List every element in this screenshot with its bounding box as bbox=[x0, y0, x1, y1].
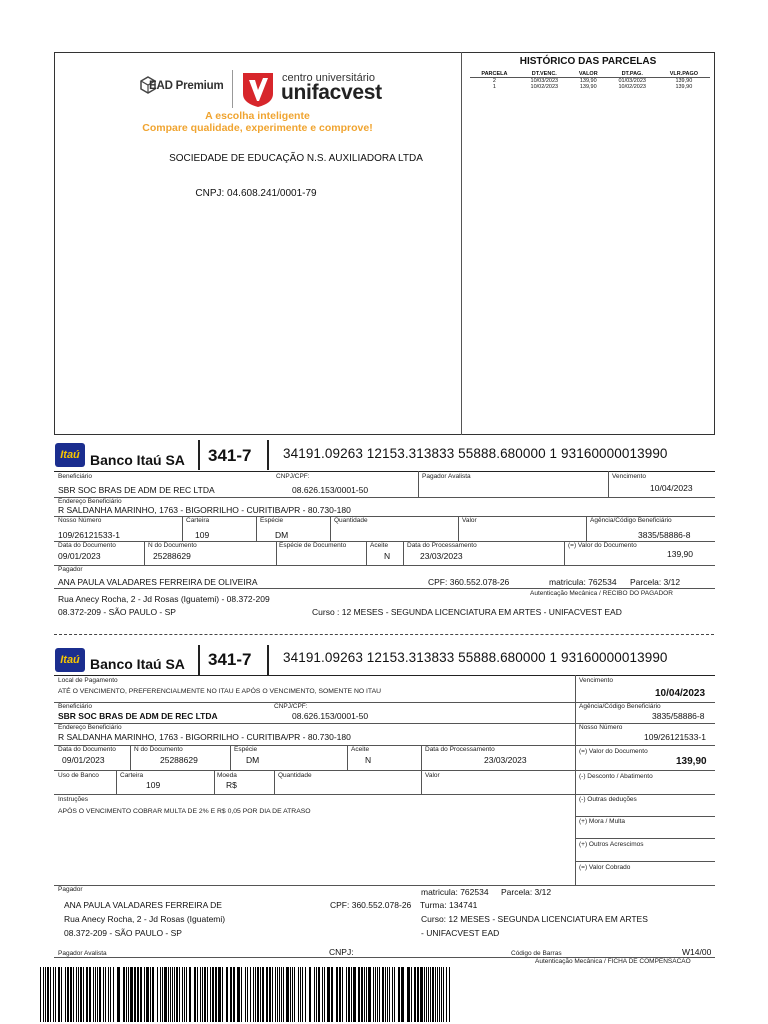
cell-divider bbox=[586, 516, 587, 541]
right-row-line bbox=[575, 816, 715, 817]
label-valor-2: Valor bbox=[425, 772, 440, 779]
beneficiario-value: SBR SOC BRAS DE ADM DE REC LTDA bbox=[58, 485, 215, 495]
vencimento-value-2: 10/04/2023 bbox=[655, 688, 706, 699]
data-processamento-value: 23/03/2023 bbox=[420, 551, 463, 561]
cell-divider bbox=[418, 471, 419, 497]
n-documento-value-2: 25288629 bbox=[160, 755, 198, 765]
pagador-address-1: Rua Anecy Rocha, 2 - Jd Rosas (Iguatemi) bbox=[64, 914, 226, 924]
label-outros-acrescimos: (+) Outros Acrescimos bbox=[579, 841, 644, 848]
cell-divider bbox=[130, 745, 131, 770]
label-valor-documento-2: (=) Valor do Documento bbox=[579, 748, 648, 755]
cnpjcpf-value: 08.626.153/0001-50 bbox=[292, 485, 369, 495]
receipt-address-2: 08.372-209 - SÃO PAULO - SP bbox=[58, 607, 176, 617]
row-line bbox=[54, 588, 715, 589]
label-valor-cobrado: (=) Valor Cobrado bbox=[579, 864, 631, 871]
history-cell: 10/02/2023 bbox=[530, 84, 559, 90]
cell-divider bbox=[421, 770, 422, 794]
pagador-value-2: ANA PAULA VALADARES FERREIRA DE bbox=[64, 900, 222, 910]
vencimento-value: 10/04/2023 bbox=[650, 483, 693, 493]
label-cnpj-avalista: CNPJ: bbox=[329, 947, 354, 957]
history-cell: 1 bbox=[492, 84, 496, 90]
receipt-top-line bbox=[54, 471, 715, 472]
data-processamento-value-2: 23/03/2023 bbox=[484, 755, 527, 765]
label-pagador-2: Pagador bbox=[58, 886, 83, 893]
history-col-parcela: PARCELA bbox=[481, 71, 508, 77]
bank-sep-4 bbox=[267, 645, 269, 675]
history-col-dtpag: DT.PAG. bbox=[621, 71, 643, 77]
row-line bbox=[54, 497, 715, 498]
cell-divider bbox=[403, 541, 404, 565]
history-table bbox=[470, 71, 710, 90]
centro-universitario-text: centro universitário bbox=[282, 72, 375, 84]
cell-divider bbox=[608, 471, 609, 497]
label-carteira: Carteira bbox=[186, 517, 210, 524]
slogan-line-1: A escolha inteligente bbox=[205, 110, 310, 122]
bank-code: 341-7 bbox=[208, 446, 252, 465]
label-uso-banco: Uso de Banco bbox=[58, 772, 99, 779]
label-beneficiario-2: Beneficiário bbox=[58, 703, 92, 710]
history-cell: 139,90 bbox=[675, 84, 693, 90]
pagador-parcela-2: Parcela: 3/12 bbox=[501, 887, 552, 897]
endereco-value-2: R SALDANHA MARINHO, 1763 - BIGORRILHO - CURITIBA/PR - 80.730-180 bbox=[58, 732, 351, 742]
cell-divider bbox=[366, 541, 367, 565]
label-endereco-2: Endereço Beneficiário bbox=[58, 724, 122, 731]
label-outras-deducoes: (-) Outras deduções bbox=[579, 796, 637, 803]
company-name: SOCIEDADE DE EDUCAÇÃO N.S. AUXILIADORA LTDA bbox=[169, 153, 423, 164]
slip-version: W14/00 bbox=[682, 947, 712, 957]
label-codigo-barras: Código de Barras bbox=[511, 950, 562, 957]
unifacvest-logo bbox=[240, 68, 390, 110]
label-nosso-numero-2: Nosso Número bbox=[579, 724, 623, 731]
row-line bbox=[54, 885, 715, 886]
bank-name-2: Banco Itaú SA bbox=[90, 656, 185, 672]
right-row-line bbox=[575, 838, 715, 839]
history-cell: 139,90 bbox=[579, 78, 597, 84]
history-cell: 01/03/2023 bbox=[618, 78, 646, 84]
receipt-curso: Curso : 12 MESES - SEGUNDA LICENCIATURA EM ARTES - UNIFACVEST EAD bbox=[312, 607, 622, 617]
label-n-documento: N do Documento bbox=[148, 542, 197, 549]
unifacvest-text: unifacvest bbox=[281, 81, 382, 104]
history-col-dtvenc: DT.VENC. bbox=[531, 71, 557, 77]
history-title: HISTÓRICO DAS PARCELAS bbox=[519, 56, 657, 67]
history-cell: 139,90 bbox=[675, 78, 693, 84]
label-aceite: Aceite bbox=[370, 542, 389, 549]
carteira-value-2: 109 bbox=[146, 780, 161, 790]
label-endereco: Endereço Beneficiário bbox=[58, 498, 122, 505]
aceite-value: N bbox=[384, 551, 391, 561]
pagador-matricula-2: matricula: 762534 bbox=[421, 887, 489, 897]
cell-divider bbox=[330, 516, 331, 541]
label-local-pagamento: Local de Pagamento bbox=[58, 677, 118, 684]
label-pagador-avalista: Pagador Avalista bbox=[58, 950, 107, 957]
header-divider bbox=[461, 52, 462, 435]
slip-autenticacao: Autenticação Mecânica / FICHA DE COMPENSACAO bbox=[535, 958, 691, 965]
cell-divider bbox=[230, 745, 231, 770]
row-line bbox=[54, 770, 715, 771]
digitable-line-2: 34191.09263 12153.313833 55888.680000 1 93160000013990 bbox=[283, 650, 668, 665]
cell-divider bbox=[214, 770, 215, 794]
label-cnpjcpf: CNPJ/CPF: bbox=[276, 473, 310, 480]
barcode-bars bbox=[40, 967, 450, 1022]
company-cnpj: CNPJ: 04.608.241/0001-79 bbox=[195, 188, 317, 199]
history-cell: 10/02/2023 bbox=[618, 84, 646, 90]
row-line bbox=[54, 565, 715, 566]
label-valor-documento: (=) Valor do Documento bbox=[568, 542, 637, 549]
bank-name: Banco Itaú SA bbox=[90, 452, 185, 468]
label-especie-2: Espécie bbox=[234, 746, 258, 753]
endereco-value: R SALDANHA MARINHO, 1763 - BIGORRILHO - CURITIBA/PR - 80.730-180 bbox=[58, 505, 351, 515]
pagador-address-2: 08.372-209 - SÃO PAULO - SP bbox=[64, 928, 182, 938]
receipt-address-1: Rua Anecy Rocha, 2 - Jd Rosas (Iguatemi) - 08.372-209 bbox=[58, 594, 270, 604]
cell-divider bbox=[256, 516, 257, 541]
cell-divider bbox=[144, 541, 145, 565]
digitable-line: 34191.09263 12153.313833 55888.680000 1 93160000013990 bbox=[283, 446, 668, 461]
bank-code-2: 341-7 bbox=[208, 650, 252, 669]
data-documento-value: 09/01/2023 bbox=[58, 551, 101, 561]
label-agencia: Agência/Código Beneficiário bbox=[590, 517, 672, 524]
cell-divider bbox=[347, 745, 348, 770]
label-data-documento-2: Data do Documento bbox=[58, 746, 116, 753]
cell-divider bbox=[276, 541, 277, 565]
label-cnpjcpf-2: CNPJ/CPF: bbox=[274, 703, 308, 710]
slogan-line-2: Compare qualidade, experimente e comprove! bbox=[142, 122, 373, 134]
bank-sep-1 bbox=[198, 440, 200, 470]
label-pagador: Pagador bbox=[58, 566, 83, 573]
agencia-value: 3835/58886-8 bbox=[638, 530, 691, 540]
pagador-parcela: Parcela: 3/12 bbox=[630, 577, 681, 587]
n-documento-value: 25288629 bbox=[153, 551, 191, 561]
label-data-processamento: Data do Processamento bbox=[407, 542, 477, 549]
label-vencimento-2: Vencimento bbox=[579, 677, 613, 684]
ead-premium-logo bbox=[140, 72, 230, 104]
nosso-numero-value: 109/26121533-1 bbox=[58, 530, 120, 540]
label-valor: Valor bbox=[462, 517, 477, 524]
itau-logo-2: Itaú bbox=[55, 648, 85, 672]
pagador-cpf-2: CPF: 360.552.078-26 bbox=[330, 900, 412, 910]
cnpjcpf-value-2: 08.626.153/0001-50 bbox=[292, 711, 369, 721]
cell-divider bbox=[421, 745, 422, 770]
label-mora-multa: (+) Mora / Multa bbox=[579, 818, 626, 825]
pagador-curso-2: - UNIFACVEST EAD bbox=[421, 928, 500, 938]
row-line bbox=[54, 794, 715, 795]
beneficiario-value-2: SBR SOC BRAS DE ADM DE REC LTDA bbox=[58, 711, 218, 721]
label-carteira-2: Carteira bbox=[120, 772, 144, 779]
moeda-value: R$ bbox=[226, 780, 237, 790]
receipt-autenticacao: Autenticação Mecânica / RECIBO DO PAGADOR bbox=[530, 590, 673, 597]
cell-divider bbox=[182, 516, 183, 541]
label-n-documento-2: N do Documento bbox=[134, 746, 183, 753]
aceite-value-2: N bbox=[365, 755, 372, 765]
slip-top-line bbox=[54, 675, 715, 676]
unifacvest-emblem-icon bbox=[240, 70, 276, 108]
cut-line bbox=[54, 634, 714, 635]
slip-right-column bbox=[575, 675, 576, 885]
especie-value-2: DM bbox=[246, 755, 260, 765]
label-data-processamento-2: Data do Processamento bbox=[425, 746, 495, 753]
local-pagamento-value: ATÉ O VENCIMENTO, PREFERENCIALMENTE NO ITAU E APÓS O VENCIMENTO, SOMENTE NO ITAU bbox=[58, 688, 382, 695]
cell-divider bbox=[116, 770, 117, 794]
carteira-value: 109 bbox=[195, 530, 210, 540]
history-col-valor: VALOR bbox=[578, 71, 598, 77]
data-documento-value-2: 09/01/2023 bbox=[62, 755, 105, 765]
cell-divider bbox=[564, 541, 565, 565]
label-especie-documento: Espécie de Documento bbox=[279, 542, 347, 549]
history-cell: 139,90 bbox=[579, 84, 597, 90]
pagador-cpf: CPF: 360.552.078-26 bbox=[428, 577, 510, 587]
bank-sep-2 bbox=[267, 440, 269, 470]
label-moeda: Moeda bbox=[217, 772, 237, 779]
bank-sep-3 bbox=[198, 645, 200, 675]
agencia-value-2: 3835/58886-8 bbox=[652, 711, 705, 721]
history-col-vlrpago: VLR.PAGO bbox=[669, 71, 699, 77]
label-instrucoes: Instruções bbox=[58, 796, 88, 803]
logo-separator bbox=[232, 70, 233, 108]
pagador-value: ANA PAULA VALADARES FERREIRA DE OLIVEIRA bbox=[58, 577, 258, 587]
barcode bbox=[40, 967, 450, 1022]
nosso-numero-value-2: 109/26121533-1 bbox=[644, 732, 706, 742]
instrucoes-value: APÓS O VENCIMENTO COBRAR MULTA DE 2% E R$ 0,05 POR DIA DE ATRASO bbox=[58, 808, 311, 815]
history-header-row bbox=[470, 71, 710, 78]
cell-divider bbox=[274, 770, 275, 794]
valor-documento-value-2: 139,90 bbox=[676, 756, 707, 767]
label-agencia-2: Agência/Código Beneficiário bbox=[579, 703, 661, 710]
label-aceite-2: Aceite bbox=[351, 746, 370, 753]
label-nosso-numero: Nosso Número bbox=[58, 517, 102, 524]
label-especie: Espécie bbox=[260, 517, 284, 524]
label-data-documento: Data do Documento bbox=[58, 542, 116, 549]
history-cell: 2 bbox=[492, 78, 496, 84]
label-avalista: Pagador Avalista bbox=[422, 473, 471, 480]
label-beneficiario: Beneficiário bbox=[58, 473, 92, 480]
label-desconto: (-) Desconto / Abatimento bbox=[579, 773, 653, 780]
pagador-matricula: matricula: 762534 bbox=[549, 577, 617, 587]
pagador-curso-1: Curso: 12 MESES - SEGUNDA LICENCIATURA EM ARTES bbox=[421, 914, 648, 924]
ead-premium-text: EAD Premium bbox=[149, 80, 224, 92]
pagador-turma: Turma: 134741 bbox=[420, 900, 478, 910]
especie-value: DM bbox=[275, 530, 289, 540]
history-cell: 10/03/2023 bbox=[530, 78, 559, 84]
label-quantidade-2: Quantidade bbox=[278, 772, 312, 779]
table-row bbox=[470, 84, 710, 90]
label-quantidade: Quantidade bbox=[334, 517, 368, 524]
right-row-line bbox=[575, 861, 715, 862]
valor-documento-value: 139,90 bbox=[667, 549, 693, 559]
itau-logo: Itaú bbox=[55, 443, 85, 467]
cell-divider bbox=[458, 516, 459, 541]
label-vencimento: Vencimento bbox=[612, 473, 646, 480]
